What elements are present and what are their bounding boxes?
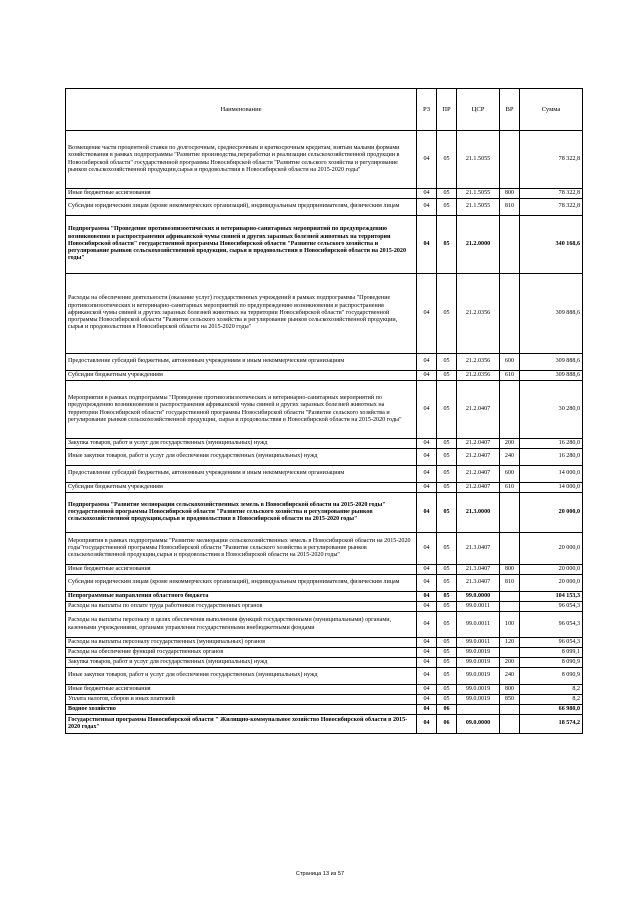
row-sum-cell: 78 322,8 xyxy=(520,131,583,189)
row-csr-cell: 99.0.0011 xyxy=(457,638,500,648)
header-sum: Сумма xyxy=(520,89,583,131)
row-sum-cell: 18 574,2 xyxy=(520,715,583,734)
table-row xyxy=(66,658,583,668)
row-rz-cell: 04 xyxy=(417,565,437,575)
table-row xyxy=(66,533,583,565)
row-vr-cell xyxy=(500,131,520,189)
row-pr-cell: 05 xyxy=(437,533,457,565)
row-pr-cell: 05 xyxy=(437,695,457,705)
table-row xyxy=(66,274,583,354)
row-csr-cell: 99.0.0019 xyxy=(457,685,500,695)
table-row xyxy=(66,216,583,274)
row-name-cell: Мероприятия в рамках подпрограммы "Развитие мелиорации сельскохозяйственных земель в Новосибирской области на 2015-2020 годы"государственной программы Новосибирской области "Развитие сельского хозяйства и регулирование рынков сельскохозяйственной продукции,сырья и продовольствия в Новосибирской области на 2015-2020 годы" xyxy=(66,533,417,565)
row-csr-cell: 21.2.0356 xyxy=(457,354,500,371)
row-pr-cell: 05 xyxy=(437,592,457,602)
row-name-cell: Расходы на выплаты персоналу в целях обеспечения выполнения функций государственными (муниципальными) органами, казенными учреждениями, органами управления государственными внебюджетными фондами xyxy=(66,612,417,638)
row-pr-cell: 05 xyxy=(437,274,457,354)
row-csr-cell: 21.2.0356 xyxy=(457,274,500,354)
row-pr-cell: 05 xyxy=(437,131,457,189)
row-csr-cell: 21.2.0407 xyxy=(457,449,500,466)
row-sum-cell: 309 888,6 xyxy=(520,371,583,381)
row-rz-cell: 04 xyxy=(417,685,437,695)
row-pr-cell: 05 xyxy=(437,483,457,493)
row-vr-cell: 200 xyxy=(500,658,520,668)
row-sum-cell: 96 054,3 xyxy=(520,638,583,648)
row-vr-cell xyxy=(500,648,520,658)
row-name-cell: Иные бюджетные ассигнования xyxy=(66,565,417,575)
row-sum-cell: 309 888,6 xyxy=(520,274,583,354)
row-rz-cell: 04 xyxy=(417,371,437,381)
row-pr-cell: 06 xyxy=(437,705,457,715)
row-sum-cell: 20 000,0 xyxy=(520,493,583,533)
row-pr-cell: 06 xyxy=(437,715,457,734)
row-pr-cell: 05 xyxy=(437,381,457,439)
row-csr-cell: 99.0.0019 xyxy=(457,668,500,685)
row-vr-cell xyxy=(500,715,520,734)
row-vr-cell xyxy=(500,533,520,565)
row-name-cell: Закупка товаров, работ и услуг для государственных (муниципальных) нужд xyxy=(66,658,417,668)
row-pr-cell: 05 xyxy=(437,354,457,371)
row-name-cell: Предоставление субсидий бюджетным, автономным учреждениям и иным некоммерческим организациям xyxy=(66,354,417,371)
row-rz-cell: 04 xyxy=(417,354,437,371)
row-sum-cell: 8,2 xyxy=(520,695,583,705)
table-row xyxy=(66,705,583,715)
row-pr-cell: 05 xyxy=(437,449,457,466)
row-name-cell: Иные закупки товаров, работ и услуг для обеспечения государственных (муниципальных) нужд xyxy=(66,449,417,466)
row-sum-cell: 20 000,0 xyxy=(520,575,583,592)
table-row xyxy=(66,189,583,199)
table-row xyxy=(66,199,583,216)
row-vr-cell: 800 xyxy=(500,685,520,695)
row-sum-cell: 16 280,0 xyxy=(520,449,583,466)
row-sum-cell: 309 888,6 xyxy=(520,354,583,371)
row-vr-cell: 200 xyxy=(500,439,520,449)
table-row xyxy=(66,466,583,483)
row-csr-cell: 21.3.0407 xyxy=(457,533,500,565)
row-name-cell: Иные бюджетные ассигнования xyxy=(66,685,417,695)
row-rz-cell: 04 xyxy=(417,705,437,715)
header-vr: ВР xyxy=(500,89,520,131)
row-sum-cell: 96 054,3 xyxy=(520,612,583,638)
row-name-cell: Подпрограмма "Проведение противоэпизоотических и ветеринарно-санитарных мероприятий по предупреждению возникновения и распространения африканской чумы свиней и других заразных болезней животных на территории Новосибирской области" государственной программы Новосибирской области "Развитие сельского хозяйства и регулирование рынков сельскохозяйственной продукции, сырья и продовольствия в Новосибирской области на 2015-2020 годы" xyxy=(66,216,417,274)
row-name-cell: Расходы на обеспечение деятельности (оказание услуг) государственных учреждений в рамках подпрограммы "Проведение противоэпизоотических и ветеринарно-санитарных мероприятий по предупреждению возникновения и распространения африканской чумы свиней и других заразных болезней животных на территории Новосибирской области" государственной программы Новосибирской области "Развитие сельского хозяйства и регулирование рынков сельскохозяйственной продукции, сырья и продовольствия в Новосибирской области на 2015-2020 годы" xyxy=(66,274,417,354)
row-rz-cell: 04 xyxy=(417,483,437,493)
row-pr-cell: 05 xyxy=(437,685,457,695)
row-rz-cell: 04 xyxy=(417,668,437,685)
table-row xyxy=(66,685,583,695)
row-csr-cell: 99.0.0019 xyxy=(457,695,500,705)
row-name-cell: Возмещение части процентной ставки по долгосрочным, среднесрочным и краткосрочным кредитам, взятым малыми формами хозяйствования в рамках подпрограммы "Развитие производства,переработки и реализации сельскохозяйственной продукции в Новосибирской области" государственной программы Новосибирской области "Развитие сельского хозяйства и регулирование рынков сельскохозяйственной продукции,сырья и продовольствия в Новосибирской области на 2015-2020 годы" xyxy=(66,131,417,189)
row-rz-cell: 04 xyxy=(417,533,437,565)
row-csr-cell: 21.2.0356 xyxy=(457,371,500,381)
row-pr-cell: 05 xyxy=(437,189,457,199)
row-rz-cell: 04 xyxy=(417,648,437,658)
row-name-cell: Субсидии бюджетным учреждениям xyxy=(66,371,417,381)
header-name: Наименование xyxy=(66,89,417,131)
row-rz-cell: 04 xyxy=(417,439,437,449)
row-rz-cell: 04 xyxy=(417,449,437,466)
row-csr-cell xyxy=(457,705,500,715)
table-row xyxy=(66,612,583,638)
row-vr-cell: 100 xyxy=(500,612,520,638)
row-csr-cell: 21.1.5055 xyxy=(457,189,500,199)
row-vr-cell: 850 xyxy=(500,695,520,705)
row-pr-cell: 05 xyxy=(437,668,457,685)
row-name-cell: Субсидии юридическим лицам (кроме некоммерческих организаций), индивидуальным предпринимателям, физическим лицам xyxy=(66,199,417,216)
row-vr-cell: 800 xyxy=(500,189,520,199)
table-row xyxy=(66,668,583,685)
table-row xyxy=(66,602,583,612)
table-row xyxy=(66,648,583,658)
row-vr-cell: 600 xyxy=(500,354,520,371)
row-pr-cell: 05 xyxy=(437,602,457,612)
row-pr-cell: 05 xyxy=(437,439,457,449)
row-vr-cell xyxy=(500,381,520,439)
row-rz-cell: 04 xyxy=(417,466,437,483)
row-rz-cell: 04 xyxy=(417,199,437,216)
row-csr-cell: 21.1.5055 xyxy=(457,199,500,216)
row-csr-cell: 21.3.0407 xyxy=(457,575,500,592)
row-csr-cell: 21.3.0000 xyxy=(457,493,500,533)
budget-table-container xyxy=(65,88,582,734)
row-vr-cell: 240 xyxy=(500,449,520,466)
row-name-cell: Расходы на обеспечение функций государственных органов xyxy=(66,648,417,658)
table-row xyxy=(66,715,583,734)
row-csr-cell: 21.2.0000 xyxy=(457,216,500,274)
row-sum-cell: 78 322,8 xyxy=(520,199,583,216)
page-number: Страница 13 из 57 xyxy=(295,871,345,877)
row-pr-cell: 05 xyxy=(437,638,457,648)
row-pr-cell: 05 xyxy=(437,658,457,668)
row-sum-cell: 14 000,0 xyxy=(520,483,583,493)
row-rz-cell: 04 xyxy=(417,602,437,612)
row-vr-cell: 800 xyxy=(500,565,520,575)
row-sum-cell: 66 980,0 xyxy=(520,705,583,715)
row-pr-cell: 05 xyxy=(437,466,457,483)
table-body xyxy=(66,131,583,734)
row-sum-cell: 30 280,0 xyxy=(520,381,583,439)
row-vr-cell xyxy=(500,274,520,354)
table-row xyxy=(66,354,583,371)
header-csr: ЦСР xyxy=(457,89,500,131)
row-vr-cell xyxy=(500,216,520,274)
row-csr-cell: 99.0.0019 xyxy=(457,658,500,668)
row-name-cell: Уплата налогов, сборов и иных платежей xyxy=(66,695,417,705)
row-rz-cell: 04 xyxy=(417,715,437,734)
row-csr-cell: 21.2.0407 xyxy=(457,466,500,483)
row-name-cell: Водное хозяйство xyxy=(66,705,417,715)
row-vr-cell: 610 xyxy=(500,371,520,381)
row-rz-cell: 04 xyxy=(417,612,437,638)
header-pr: ПР xyxy=(437,89,457,131)
row-sum-cell: 96 054,3 xyxy=(520,602,583,612)
row-csr-cell: 21.3.0407 xyxy=(457,565,500,575)
row-sum-cell: 14 000,0 xyxy=(520,466,583,483)
row-name-cell: Государственная программа Новосибирской области " Жилищно-коммунальное хозяйство Новосибирской области в 2015-2020 годах" xyxy=(66,715,417,734)
table-row xyxy=(66,493,583,533)
row-rz-cell: 04 xyxy=(417,658,437,668)
row-sum-cell: 104 153,3 xyxy=(520,592,583,602)
row-rz-cell: 04 xyxy=(417,189,437,199)
row-rz-cell: 04 xyxy=(417,638,437,648)
row-csr-cell: 99.0.0000 xyxy=(457,592,500,602)
row-sum-cell: 8 090,9 xyxy=(520,658,583,668)
row-csr-cell: 21.2.0407 xyxy=(457,381,500,439)
row-pr-cell: 05 xyxy=(437,199,457,216)
row-name-cell: Расходы на выплаты персоналу государственных (муниципальных) органов xyxy=(66,638,417,648)
row-name-cell: Мероприятия в рамках подпрограммы "Проведение противоэпизоотических и ветеринарно-санитарных мероприятий по предупреждению возникновения и распространения африканской чумы свиней и других заразных болезней животных на территории Новосибирской области" государственной программы Новосибирской области "Развитие сельского хозяйства и регулирование рынков сельскохозяйственной продукции, сырья и продовольствия в Новосибирской области на 2015-2020 годы" xyxy=(66,381,417,439)
table-row xyxy=(66,695,583,705)
row-name-cell: Иные бюджетные ассигнования xyxy=(66,189,417,199)
row-rz-cell: 04 xyxy=(417,695,437,705)
table-row xyxy=(66,592,583,602)
row-sum-cell: 8,2 xyxy=(520,685,583,695)
table-row xyxy=(66,483,583,493)
row-vr-cell: 120 xyxy=(500,638,520,648)
row-sum-cell: 20 000,0 xyxy=(520,533,583,565)
row-vr-cell: 610 xyxy=(500,483,520,493)
table-row xyxy=(66,565,583,575)
row-vr-cell xyxy=(500,705,520,715)
row-csr-cell: 09.0.0000 xyxy=(457,715,500,734)
row-rz-cell: 04 xyxy=(417,216,437,274)
row-csr-cell: 21.2.0407 xyxy=(457,439,500,449)
row-sum-cell: 78 322,8 xyxy=(520,189,583,199)
row-vr-cell: 600 xyxy=(500,466,520,483)
row-csr-cell: 21.1.5055 xyxy=(457,131,500,189)
row-vr-cell xyxy=(500,493,520,533)
row-csr-cell: 99.0.0019 xyxy=(457,648,500,658)
row-name-cell: Субсидии юридическим лицам (кроме некоммерческих организаций), индивидуальным предпринимателям, физическим лицам xyxy=(66,575,417,592)
row-pr-cell: 05 xyxy=(437,648,457,658)
row-vr-cell: 810 xyxy=(500,199,520,216)
row-sum-cell: 8 090,9 xyxy=(520,668,583,685)
budget-table xyxy=(65,88,583,734)
row-vr-cell xyxy=(500,592,520,602)
row-rz-cell: 04 xyxy=(417,381,437,439)
table-row xyxy=(66,449,583,466)
row-pr-cell: 05 xyxy=(437,612,457,638)
row-name-cell: Подпрограмма "Развитие мелиорации сельскохозяйственных земель в Новосибирской области на 2015-2020 годы" государственной программы Новосибирской области "Развитие сельского хозяйства и регулирование рынков сельскохозяйственной продукции,сырья и продовольствия в Новосибирской области на 2015-2020 годы" xyxy=(66,493,417,533)
row-sum-cell: 340 168,6 xyxy=(520,216,583,274)
table-row xyxy=(66,439,583,449)
row-pr-cell: 05 xyxy=(437,493,457,533)
table-row xyxy=(66,131,583,189)
row-name-cell: Иные закупки товаров, работ и услуг для обеспечения государственных (муниципальных) нужд xyxy=(66,668,417,685)
row-sum-cell: 16 280,0 xyxy=(520,439,583,449)
row-rz-cell: 04 xyxy=(417,131,437,189)
row-vr-cell: 240 xyxy=(500,668,520,685)
header-rz: РЗ xyxy=(417,89,437,131)
row-rz-cell: 04 xyxy=(417,575,437,592)
row-rz-cell: 04 xyxy=(417,493,437,533)
table-row xyxy=(66,575,583,592)
row-rz-cell: 04 xyxy=(417,592,437,602)
table-row xyxy=(66,638,583,648)
row-name-cell: Субсидии бюджетным учреждениям xyxy=(66,483,417,493)
row-name-cell: Непрограммные направления областного бюджета xyxy=(66,592,417,602)
row-csr-cell: 99.0.0011 xyxy=(457,602,500,612)
row-rz-cell: 04 xyxy=(417,274,437,354)
table-row xyxy=(66,381,583,439)
row-vr-cell: 810 xyxy=(500,575,520,592)
row-pr-cell: 05 xyxy=(437,575,457,592)
row-pr-cell: 05 xyxy=(437,371,457,381)
row-pr-cell: 05 xyxy=(437,565,457,575)
table-row xyxy=(66,371,583,381)
row-name-cell: Расходы на выплаты по оплате труда работников государственных органов xyxy=(66,602,417,612)
row-sum-cell: 8 099,1 xyxy=(520,648,583,658)
row-name-cell: Закупка товаров, работ и услуг для государственных (муниципальных) нужд xyxy=(66,439,417,449)
table-header-row xyxy=(66,89,583,131)
row-name-cell: Предоставление субсидий бюджетным, автономным учреждениям и иным некоммерческим организациям xyxy=(66,466,417,483)
row-vr-cell xyxy=(500,602,520,612)
row-pr-cell: 05 xyxy=(437,216,457,274)
row-sum-cell: 20 000,0 xyxy=(520,565,583,575)
row-csr-cell: 21.2.0407 xyxy=(457,483,500,493)
row-csr-cell: 99.0.0011 xyxy=(457,612,500,638)
